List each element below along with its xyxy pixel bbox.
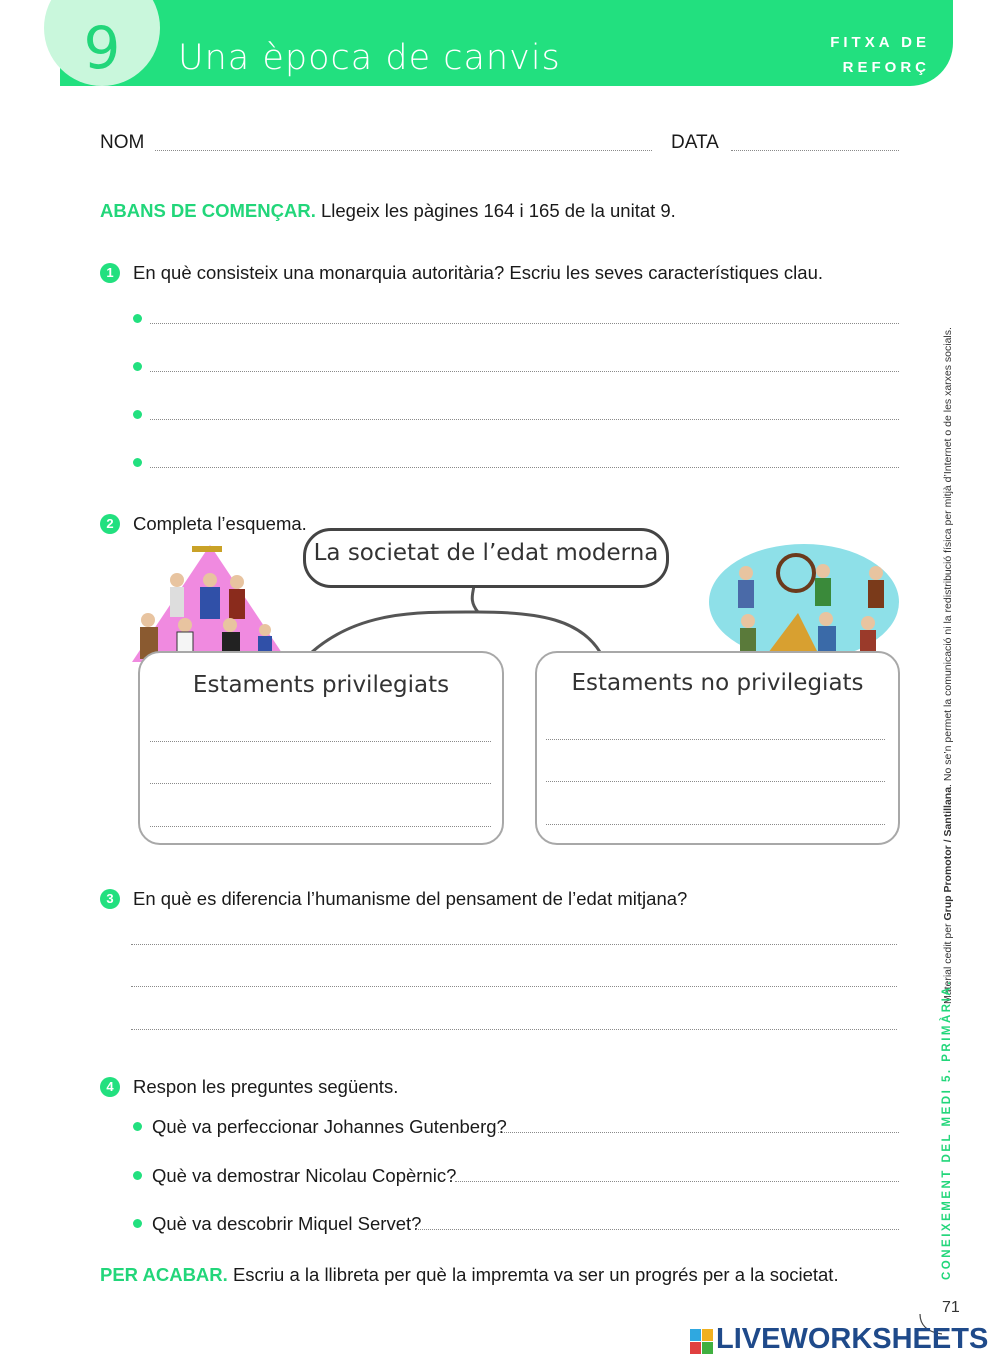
- question-4-item-1: Què va perfeccionar Johannes Gutenberg?: [152, 1116, 507, 1137]
- page-number: 71: [942, 1299, 960, 1316]
- closing-body: Escriu a la llibreta per què la impremta va ser un progrés per a la societat.: [232, 1264, 839, 1285]
- question-1-number: 1: [100, 263, 120, 283]
- subject-label: CONEIXEMENT DEL MEDI 5. PRIMÀRIA.: [941, 979, 953, 1280]
- question-3-text: En què es diferencia l’humanisme del pensament de l’edat mitjana?: [133, 888, 688, 909]
- worksheet-type-line1: FITXA DE: [830, 34, 930, 51]
- intro-lead: ABANS DE COMENÇAR.: [100, 200, 316, 221]
- workers-illustration: [708, 543, 900, 661]
- copyright-post: . No se’n permet la comunicació ni la redistribució física per mitjà d’Internet o de les xarxes socials.: [942, 327, 954, 787]
- closing-text: [100, 1264, 839, 1286]
- copyright-publisher: Grup Promotor / Santillana: [942, 786, 954, 921]
- question-4-item-2: Què va demostrar Nicolau Copèrnic?: [152, 1165, 457, 1186]
- answer-3-line-2[interactable]: [131, 986, 897, 987]
- privileged-answer-line-1[interactable]: [150, 741, 491, 742]
- liveworksheets-watermark[interactable]: LIVEWORKSHEETS: [716, 1323, 989, 1355]
- date-label: DATA: [671, 132, 719, 153]
- page-title: Una època de canvis: [178, 38, 561, 78]
- answer-3-line-3[interactable]: [131, 1029, 897, 1030]
- question-2-number: 2: [100, 514, 120, 534]
- closing-lead: PER ACABAR.: [100, 1264, 228, 1285]
- bullet-icon: [133, 1171, 142, 1180]
- answer-3-line-1[interactable]: [131, 944, 897, 945]
- privileged-answer-line-3[interactable]: [150, 826, 491, 827]
- bullet-icon: [133, 1219, 142, 1228]
- privileged-estates-label: Estaments privilegiats: [192, 672, 450, 698]
- worksheet-type-line2: REFORÇ: [842, 59, 930, 76]
- non-privileged-answer-line-1[interactable]: [546, 739, 885, 740]
- question-2-text: Completa l’esquema.: [133, 513, 307, 534]
- question-4-item-3: Què va descobrir Miquel Servet?: [152, 1213, 422, 1234]
- intro-body: Llegeix les pàgines 164 i 165 de la unitat 9.: [320, 200, 676, 221]
- non-privileged-answer-line-3[interactable]: [546, 824, 885, 825]
- unit-number: 9: [83, 14, 121, 82]
- answer-4-line-2[interactable]: [455, 1181, 899, 1182]
- question-4-number: 4: [100, 1077, 120, 1097]
- copyright-notice: [942, 327, 954, 1004]
- answer-4-line-1[interactable]: [498, 1132, 899, 1133]
- copyright-pre: Material cedit per: [942, 920, 954, 1004]
- bullet-icon: [133, 1122, 142, 1131]
- non-privileged-answer-line-2[interactable]: [546, 781, 885, 782]
- answer-4-line-3[interactable]: [416, 1229, 899, 1230]
- diagram-title: La societat de l’edat moderna: [313, 540, 659, 566]
- privileged-answer-line-2[interactable]: [150, 783, 491, 784]
- question-3-number: 3: [100, 889, 120, 909]
- question-4-text: Respon les preguntes següents.: [133, 1076, 399, 1097]
- non-privileged-estates-label: Estaments no privilegiats: [571, 670, 864, 696]
- question-1-text: En què consisteix una monarquia autoritària? Escriu les seves característiques clau.: [133, 262, 823, 283]
- social-pyramid-illustration: [130, 540, 290, 665]
- liveworksheets-logo-icon: [690, 1329, 714, 1355]
- name-label: NOM: [100, 132, 145, 153]
